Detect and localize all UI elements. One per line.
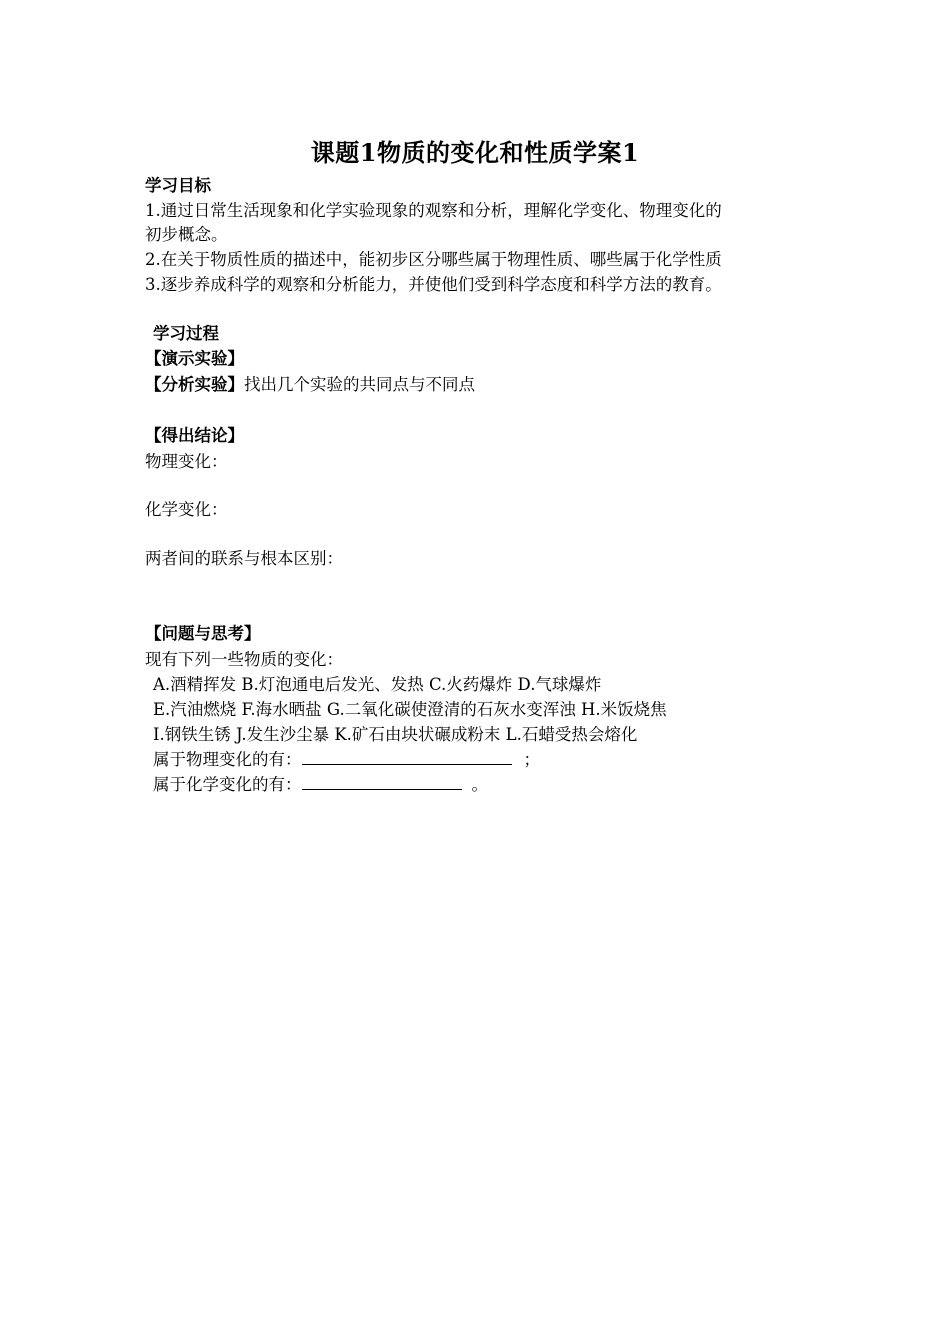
page-title: 课题1物质的变化和性质学案1 [310,138,640,167]
demo-experiment-label: 【演示实验】 [145,349,244,368]
objectives-heading: 学习目标 [145,176,211,195]
chemical-answer-blank[interactable] [302,773,462,790]
objective-3: 3.逐步养成科学的观察和分析能力，并使他们受到科学态度和科学方法的教育。 [145,275,722,294]
analysis-text: 找出几个实验的共同点与不同点 [244,375,475,394]
analysis-label: 【分析实验】 [145,375,244,394]
chemical-change-label: 化学变化： [145,500,228,519]
process-heading: 学习过程 [153,324,219,343]
physical-answer-prompt: 属于物理变化的有： [153,750,302,769]
physical-change-label: 物理变化： [145,452,228,471]
options-row-1: A.酒精挥发 B.灯泡通电后发光、发热 C.火药爆炸 D.气球爆炸 [153,675,602,694]
conclusion-label: 【得出结论】 [145,426,244,445]
options-row-3: I.钢铁生锈 J.发生沙尘暴 K.矿石由块状碾成粉末 L.石蜡受热会熔化 [153,725,638,744]
objective-1-line-1: 1.通过日常生活现象和化学实验现象的观察和分析，理解化学变化、物理变化的 [145,201,722,220]
questions-intro: 现有下列一些物质的变化： [145,650,343,669]
chemical-answer-prompt: 属于化学变化的有： [153,775,302,794]
questions-label: 【问题与思考】 [145,624,261,643]
analysis-line [145,373,475,397]
objective-2: 2.在关于物质性质的描述中，能初步区分哪些属于物理性质、哪些属于化学性质 [145,250,722,269]
relation-label: 两者间的联系与根本区别： [145,549,343,568]
chemical-answer-line [153,773,488,797]
objective-1-line-2: 初步概念。 [145,225,228,244]
physical-answer-line [153,748,540,772]
physical-answer-end: ； [523,750,540,769]
physical-answer-blank[interactable] [302,748,512,765]
options-row-2: E.汽油燃烧 F.海水晒盐 G.二氧化碳使澄清的石灰水变浑浊 H.米饭烧焦 [153,700,667,719]
chemical-answer-end: 。 [471,775,488,794]
